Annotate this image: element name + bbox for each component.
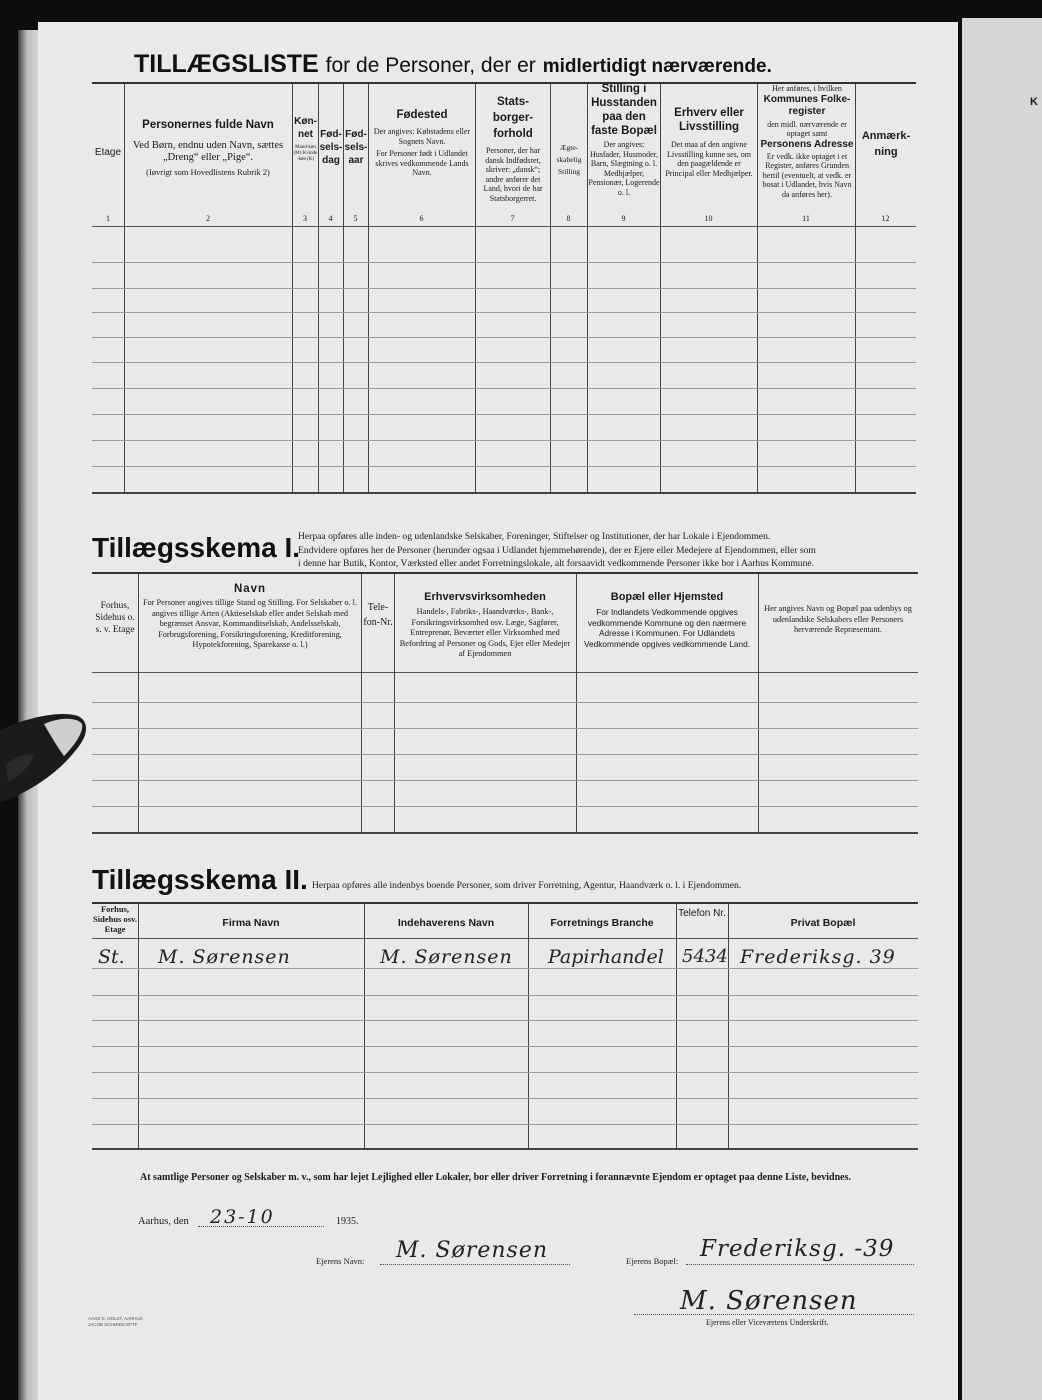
skema1-bopael-note: For Indlandets Vedkommende opgives vedkommende Kommune og den nærmere Adresse i Kommunen. For Udlandets Vedkommende opgives vedkommende Land. [583,607,751,649]
row-rule [92,262,916,263]
row-rule [92,806,918,807]
owner-address-label: Ejerens Bopæl: [626,1256,679,1266]
skema2-col-telefon: Telefon Nr. [678,908,726,919]
document-page [38,22,958,1400]
col-num: 8 [566,214,571,223]
col-folkeregister-pre: Her anføres, i hvilken [772,84,842,93]
owner-name-label: Ejerens Navn: [316,1256,365,1266]
row-rule [92,1098,918,1099]
skema1-col-navn [140,582,360,651]
signature-label: Ejerens eller Viceværtens Underskrift. [706,1318,829,1327]
date-handwritten: 23-10 [210,1206,275,1228]
row-rule [92,337,916,338]
skema1-title: Tillægsskema I. [92,532,301,563]
skema1-col-etage: Forhus, Sidehus o. s. v. Etage [95,601,135,635]
adjacent-page-letter: K [1030,96,1038,108]
city-label: Aarhus, den [138,1216,189,1227]
row-rule [92,995,918,996]
col-num: 10 [704,214,713,223]
row-telefon: 5434 [682,946,728,967]
col-num: 5 [353,214,358,223]
col-statsborger-header [477,94,549,203]
printer-mark: AAGE S. HOLST, AARHUS JACOB SCHMIDS EFTF. [88,1316,143,1327]
skema1-header-rule [92,672,918,673]
col-divider [728,903,729,1148]
skema1-navn-note: For Personer angives tillige Stand og Stilling. For Selskaber o. l. angives tillige Arten (Aktieselskab eller andet Selskab med begrænset Ansvar, Kommanditselskab, Andelsselskab, Forbrugsforening, Forsikringsforening, Kreditforening, Hypotekforening, Sparekasse o. l.) [142,598,358,649]
skema1-col-representant: Her angives Navn og Bopæl paa udenbys og udenlandske Selskabers eller Personers herværende Repræsentant. [764,604,912,634]
skema1-desc-line: Endvidere opføres her de Personer (herunder ogsaa i Udlandet hjemmehørende), der er Ejere eller Medejere af Ejendommen, eller som [298,544,816,556]
row-rule [92,388,916,389]
row-etage: St. [98,946,125,968]
skema1-navn-title: Navn [233,583,267,595]
col-divider [676,903,677,1148]
col-erhverv-header [662,106,756,178]
col-fodselsaar-header: Fød-sels-aar [344,129,368,166]
col-num: 3 [303,214,307,223]
skema1-erhverv-title: Erhvervsvirksomheden [424,591,546,603]
col-num: 4 [328,214,333,223]
col-divider [138,903,139,1148]
skema2-col-firma: Firma Navn [222,917,280,929]
header-bottom-rule [92,226,916,227]
col-kon-note: Mand-køn (M) Kvinde-køn (K) [293,145,318,162]
col-fodested-header [370,108,474,178]
skema1-bopael-title: Bopæl eller Hjemsted [610,591,724,603]
row-rule [92,288,916,289]
col-erhverv-note: Det maa af den angivne Livsstilling kunne ses, om den paagældende er Principal eller Medhjælper. [665,140,753,178]
skema1-bottom-rule [92,832,918,834]
col-fodselsdag-header: Fød-sels-dag [319,129,343,166]
col-statsborger-note: Personer, der har dansk Indfødsret, skriver: „dansk“; andre anfører det Land, hvori de har Statsborgerret. [483,146,543,203]
col-folkeregister-title: Kommunes Folke-register [763,93,851,117]
row-rule [92,1124,918,1125]
col-stilling-note: Der angives: Husfader, Husmoder, Barn, Slægtning o. l. Medhjælper, Pensionær, Logerende o. l. [588,140,660,197]
skema2-description: Herpaa opføres alle indenbys boende Personer, som driver Forretning, Agentur, Haandværk o. l. i Ejendommen. [312,880,742,891]
skema2-title: Tillægsskema II. [92,864,308,895]
col-erhverv-title: Erhverv eller Livsstilling [674,107,744,133]
row-rule [92,754,918,755]
col-navn-title: Personernes fulde Navn [142,119,274,131]
skema1-col-erhverv [396,590,574,660]
col-kon-title: Køn-net [294,116,317,140]
signature: M. Sørensen [680,1286,858,1316]
skema1-description [298,530,918,571]
skema2-header-rule [92,938,918,939]
row-rule [92,968,918,969]
col-navn-note: Ved Børn, endnu uden Navn, sættes „Dreng“ eller „Pige“. [132,140,284,163]
skema2-col-privat-bopael: Privat Bopæl [790,917,856,929]
skema1-desc-line: Herpaa opføres alle inden- og udenlandske Selskaber, Foreninger, Stiftelser og Institutioner, der har Lokale i Ejendommen. [298,531,771,542]
owner-address: Frederiksg. -39 [700,1236,895,1262]
row-rule [92,1046,918,1047]
col-fodested-note: Der angives: Købstadens eller Sognets Navn. [373,127,471,146]
signature-line [634,1314,914,1315]
row-rule [92,466,916,467]
year: 1935. [336,1216,359,1227]
footer-statement: At samtlige Personer og Selskaber m. v., som har lejet Lejlighed eller Lokaler, bor eller driver Forretning i forannævnte Ejendom er optaget paa denne Liste, bevidnes. [140,1172,851,1183]
owner-address-line [686,1264,914,1265]
skema2-bottom-rule [92,1148,918,1150]
col-navn-note2: (Iøvrigt som Hovedlistens Rubrik 2) [146,167,270,177]
table-bottom-rule [92,492,916,494]
skema2-col-branche: Forretnings Branche [550,917,654,929]
row-rule [92,1020,918,1021]
col-navn-header [126,118,290,177]
col-fodested-title: Fødested [396,109,448,121]
row-indehaver: M. Sørensen [380,946,513,968]
col-etage-header: Etage [94,147,122,158]
col-anmaerkning-header: Anmærk-ning [861,130,911,158]
col-stilling-header [588,82,660,197]
col-stilling-title: Stilling i Husstanden paa den faste Bopæl [591,83,657,137]
col-num: 11 [802,214,810,223]
skema1-col-bopael [578,590,756,649]
row-rule [92,414,916,415]
row-rule [92,728,918,729]
skema2-col-etage: Forhus, Sidehus osv. Etage [93,904,137,934]
row-firma: M. Sørensen [158,946,291,968]
skema1-top-rule [92,572,918,574]
row-rule [92,362,916,363]
row-bopael: Frederiksg. 39 [740,946,896,968]
row-rule [92,440,916,441]
skema1-erhverv-note: Handels-, Fabriks-, Haandværks-, Bank-, Forsikringsvirksomhed osv. Læge, Sagfører, Entreprenør, Beværter eller Virksomhed med Befordring af Personer og Gods, Ejer eller Medejer af Ejendommen [399,607,571,658]
col-num: 7 [510,214,515,223]
row-branche: Papirhandel [548,946,664,968]
row-rule [92,702,918,703]
col-num: 12 [881,214,890,223]
col-divider [528,903,529,1148]
col-adresse-note: Er vedk. ikke optaget i et Register, anføres Grunden hertil (eventuelt, at vedk. er bosat i Udlandet, hvis Navn da anføres her). [762,151,852,199]
adjacent-page [962,18,1042,1400]
owner-name: M. Sørensen [396,1238,549,1263]
col-num: 1 [106,214,110,223]
col-divider [364,903,365,1148]
col-aegteskab-header: Ægte-skabelig Stilling [556,143,582,176]
col-kon-header [293,115,318,163]
row-rule [92,1072,918,1073]
col-folkeregister-note: den midl. nærværende er optaget samt [767,119,847,138]
tillaegsliste-title: TILLÆGSLISTE for de Personer, der er midlertidigt nærværende. [134,50,772,78]
col-num: 9 [621,214,626,223]
skema2-top-rule [92,902,918,904]
col-folkeregister-header [759,84,855,199]
skema1-col-telefon: Tele-fon-Nr. [363,602,393,628]
col-statsborger-title: Stats-borger-forhold [492,96,534,140]
row-rule [92,780,918,781]
col-fodested-note2: For Personer født i Udlandet skrives vedkommende Lands Navn. [375,149,469,177]
thumb-artifact [0,712,90,802]
col-num: 6 [419,214,424,223]
col-adresse-title: Personens Adresse [760,138,854,150]
row-rule [92,312,916,313]
skema1-desc-line: i denne har Butik, Kontor, Værksted eller andet Forretningslokale, alt forsaavidt vedkommende Personer ikke bor i Aarhus Kommune. [298,558,815,569]
col-num: 2 [206,214,210,223]
skema2-col-indehaver: Indehaverens Navn [397,917,495,929]
owner-name-line [380,1264,570,1265]
